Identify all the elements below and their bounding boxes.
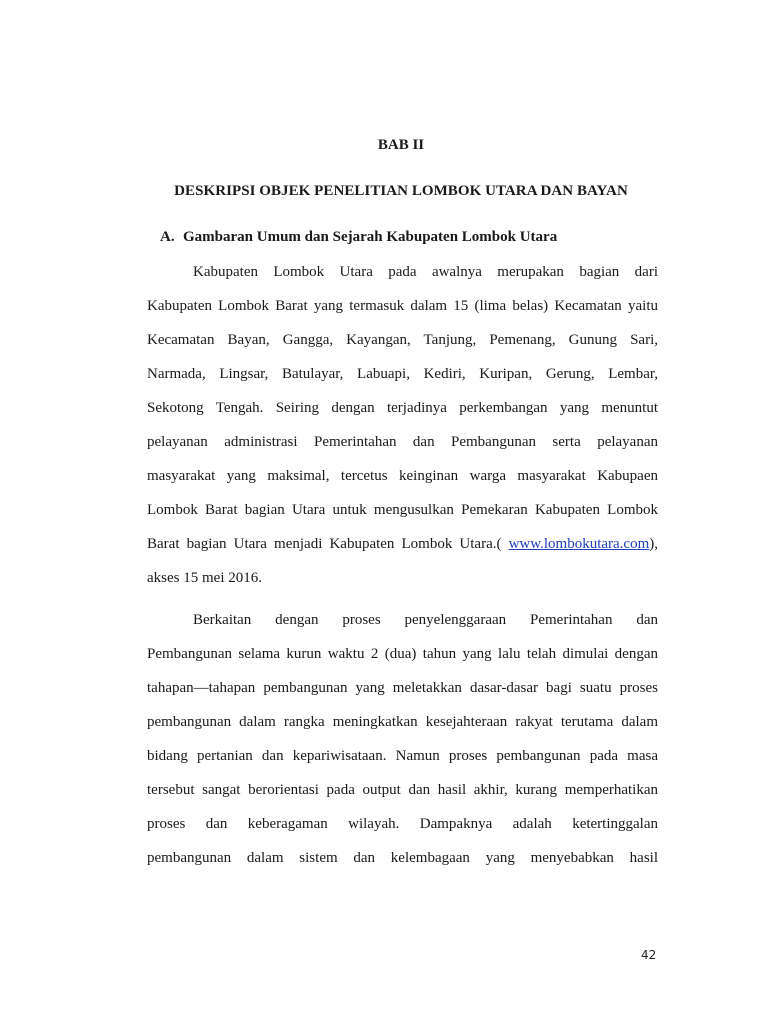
paragraph-line: Berkaitan dengan proses penyelenggaraan Pemerintahan dan bbox=[193, 612, 658, 628]
paragraph-line: tersebut sangat berorientasi pada output dan hasil akhir, kurang memperhatikan bbox=[147, 782, 658, 798]
section-marker: A. bbox=[160, 229, 175, 245]
section-heading bbox=[160, 229, 557, 246]
paragraph-line-text: Barat bagian Utara menjadi Kabupaten Lombok Utara.( bbox=[147, 536, 502, 552]
paragraph-line: masyarakat yang maksimal, tercetus keinginan warga masyarakat Kabupaen bbox=[147, 468, 658, 484]
paragraph-line: proses dan keberagaman wilayah. Dampaknya adalah ketertinggalan bbox=[147, 816, 658, 832]
paragraph-1 bbox=[147, 255, 658, 595]
paragraph-line: Kecamatan Bayan, Gangga, Kayangan, Tanjung, Pemenang, Gunung Sari, bbox=[147, 332, 658, 348]
paragraph-line: tahapan—tahapan pembangunan yang meletakkan dasar-dasar bagi suatu proses bbox=[147, 680, 658, 696]
paragraph-line: Sekotong Tengah. Seiring dengan terjadinya perkembangan yang menuntut bbox=[147, 400, 658, 416]
paragraph-line-text: ), bbox=[649, 536, 659, 552]
paragraph-line: pembangunan dalam sistem dan kelembagaan yang menyebabkan hasil bbox=[147, 850, 658, 866]
paragraph-line: Pembangunan selama kurun waktu 2 (dua) tahun yang lalu telah dimulai dengan bbox=[147, 646, 658, 662]
section-heading-text: Gambaran Umum dan Sejarah Kabupaten Lombok Utara bbox=[183, 229, 558, 245]
page-number: 42 bbox=[641, 948, 657, 962]
paragraph-line: pelayanan administrasi Pemerintahan dan Pembangunan serta pelayanan bbox=[147, 434, 658, 450]
paragraph-line: Lombok Barat bagian Utara untuk mengusulkan Pemekaran Kabupaten Lombok bbox=[147, 502, 658, 518]
paragraph-2 bbox=[147, 603, 658, 875]
paragraph-line: Narmada, Lingsar, Batulayar, Labuapi, Kediri, Kuripan, Gerung, Lembar, bbox=[147, 366, 658, 382]
chapter-heading: BAB II bbox=[377, 137, 425, 153]
paragraph-line: pembangunan dalam rangka meningkatkan kesejahteraan rakyat terutama dalam bbox=[147, 714, 658, 730]
paragraph-line: Kabupaten Lombok Barat yang termasuk dalam 15 (lima belas) Kecamatan yaitu bbox=[147, 298, 658, 314]
paragraph-line: bidang pertanian dan kepariwisataan. Namun proses pembangunan pada masa bbox=[147, 748, 658, 764]
paragraph-line-with-link bbox=[147, 527, 658, 561]
chapter-title: DESKRIPSI OBJEK PENELITIAN LOMBOK UTARA DAN BAYAN bbox=[174, 183, 628, 199]
paragraph-line: akses 15 mei 2016. bbox=[147, 570, 262, 586]
paragraph-line: Kabupaten Lombok Utara pada awalnya merupakan bagian dari bbox=[193, 264, 658, 280]
source-link[interactable]: www.lombokutara.com bbox=[508, 536, 650, 552]
